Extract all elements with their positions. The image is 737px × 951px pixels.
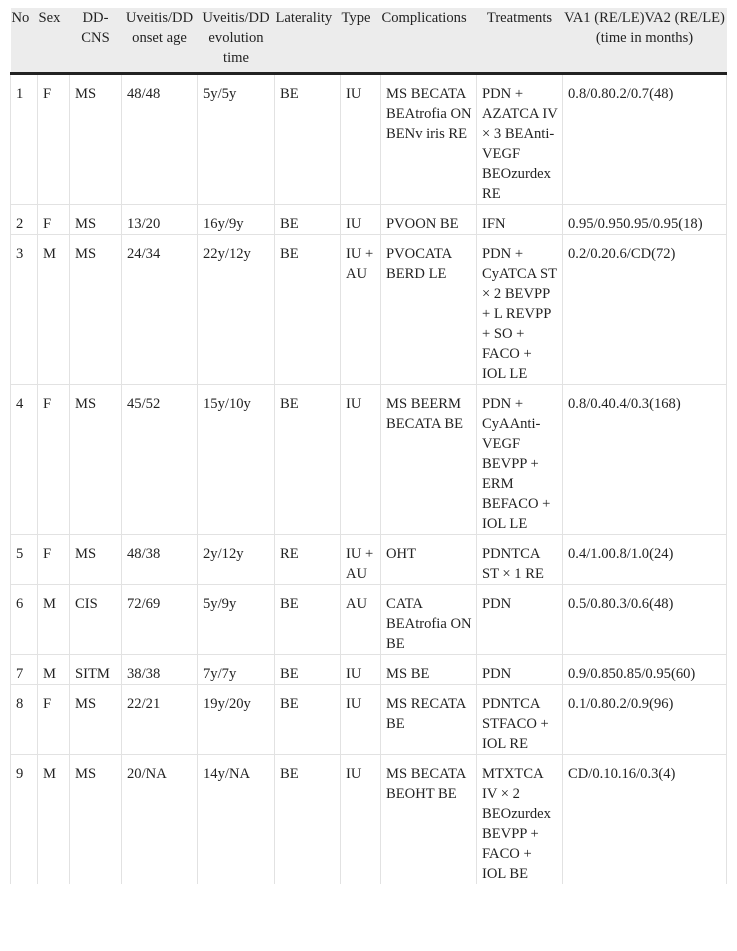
cell-onset: 48/48	[122, 74, 198, 205]
cell-onset: 20/NA	[122, 755, 198, 885]
cell-dd: MS	[70, 235, 122, 385]
cell-treatments: PDN + CyAAnti-VEGF BEVPP + ERM BEFACO + IOL LE	[477, 385, 563, 535]
cell-laterality: BE	[275, 205, 341, 235]
cell-va: 0.1/0.80.2/0.9(96)	[563, 685, 727, 755]
cell-no: 5	[11, 535, 38, 585]
cell-laterality: BE	[275, 585, 341, 655]
header-dd-cns: DD-CNS	[70, 8, 122, 74]
cell-evolution: 16y/9y	[198, 205, 275, 235]
cell-complications: CATA BEAtrofia ON BE	[381, 585, 477, 655]
header-evolution-time: Uveitis/DD evolution time	[198, 8, 275, 74]
cell-va: 0.4/1.00.8/1.0(24)	[563, 535, 727, 585]
cell-type: IU	[341, 74, 381, 205]
cell-treatments: PDN + CyATCA ST × 2 BEVPP + L REVPP + SO + FACO + IOL LE	[477, 235, 563, 385]
cell-evolution: 14y/NA	[198, 755, 275, 885]
cell-laterality: BE	[275, 755, 341, 885]
cell-type: IU	[341, 655, 381, 685]
cell-sex: M	[38, 235, 70, 385]
cell-laterality: BE	[275, 655, 341, 685]
cell-evolution: 5y/9y	[198, 585, 275, 655]
cell-no: 2	[11, 205, 38, 235]
cell-sex: F	[38, 205, 70, 235]
cell-no: 4	[11, 385, 38, 535]
cell-type: IU	[341, 755, 381, 885]
cell-treatments: MTXTCA IV × 2 BEOzurdex BEVPP + FACO + IOL BE	[477, 755, 563, 885]
table-row	[11, 74, 727, 205]
cell-complications: PVOON BE	[381, 205, 477, 235]
cell-sex: F	[38, 385, 70, 535]
cell-dd: CIS	[70, 585, 122, 655]
cell-complications: MS RECATA BE	[381, 685, 477, 755]
header-no: No	[11, 8, 38, 74]
cell-evolution: 5y/5y	[198, 74, 275, 205]
cell-treatments: PDN	[477, 655, 563, 685]
cell-treatments: IFN	[477, 205, 563, 235]
cell-laterality: BE	[275, 385, 341, 535]
cell-laterality: BE	[275, 74, 341, 205]
uveitis-table-container	[10, 8, 726, 884]
header-onset-age: Uveitis/DD onset age	[122, 8, 198, 74]
cell-type: IU	[341, 205, 381, 235]
cell-onset: 24/34	[122, 235, 198, 385]
cell-va: 0.2/0.20.6/CD(72)	[563, 235, 727, 385]
cell-evolution: 22y/12y	[198, 235, 275, 385]
cell-dd: MS	[70, 535, 122, 585]
header-laterality: Laterality	[275, 8, 341, 74]
cell-onset: 72/69	[122, 585, 198, 655]
table-row	[11, 205, 727, 235]
cell-va: 0.95/0.950.95/0.95(18)	[563, 205, 727, 235]
cell-dd: MS	[70, 385, 122, 535]
cell-va: CD/0.10.16/0.3(4)	[563, 755, 727, 885]
cell-no: 6	[11, 585, 38, 655]
cell-treatments: PDN	[477, 585, 563, 655]
cell-onset: 22/21	[122, 685, 198, 755]
table-row	[11, 535, 727, 585]
cell-complications: MS BEERM BECATA BE	[381, 385, 477, 535]
header-type: Type	[341, 8, 381, 74]
cell-onset: 38/38	[122, 655, 198, 685]
table-row	[11, 655, 727, 685]
table-row	[11, 585, 727, 655]
cell-no: 9	[11, 755, 38, 885]
cell-type: IU + AU	[341, 535, 381, 585]
header-sex: Sex	[38, 8, 70, 74]
cell-type: IU + AU	[341, 235, 381, 385]
table-header	[11, 8, 727, 74]
table-body	[11, 74, 727, 885]
cell-sex: F	[38, 535, 70, 585]
cell-dd: MS	[70, 755, 122, 885]
cell-laterality: BE	[275, 235, 341, 385]
cell-evolution: 7y/7y	[198, 655, 275, 685]
cell-sex: M	[38, 755, 70, 885]
cell-laterality: RE	[275, 535, 341, 585]
cell-type: IU	[341, 685, 381, 755]
table-row	[11, 235, 727, 385]
cell-no: 1	[11, 74, 38, 205]
cell-evolution: 15y/10y	[198, 385, 275, 535]
cell-sex: F	[38, 74, 70, 205]
cell-va: 0.8/0.80.2/0.7(48)	[563, 74, 727, 205]
cell-sex: M	[38, 655, 70, 685]
header-treatments: Treatments	[477, 8, 563, 74]
uveitis-demyelinating-table	[10, 8, 727, 884]
header-row	[11, 8, 727, 74]
cell-treatments: PDNTCA ST × 1 RE	[477, 535, 563, 585]
cell-treatments: PDN + AZATCA IV × 3 BEAnti-VEGF BEOzurdex RE	[477, 74, 563, 205]
cell-evolution: 2y/12y	[198, 535, 275, 585]
cell-complications: MS BECATA BEAtrofia ON BENv iris RE	[381, 74, 477, 205]
cell-no: 7	[11, 655, 38, 685]
cell-type: IU	[341, 385, 381, 535]
cell-no: 8	[11, 685, 38, 755]
cell-type: AU	[341, 585, 381, 655]
cell-complications: PVOCATA BERD LE	[381, 235, 477, 385]
header-complications: Complications	[381, 8, 477, 74]
table-row	[11, 385, 727, 535]
header-visual-acuity: VA1 (RE/LE)VA2 (RE/LE)(time in months)	[563, 8, 727, 74]
cell-sex: F	[38, 685, 70, 755]
cell-dd: MS	[70, 685, 122, 755]
cell-evolution: 19y/20y	[198, 685, 275, 755]
cell-dd: SITM	[70, 655, 122, 685]
cell-va: 0.9/0.850.85/0.95(60)	[563, 655, 727, 685]
cell-dd: MS	[70, 74, 122, 205]
cell-onset: 13/20	[122, 205, 198, 235]
cell-sex: M	[38, 585, 70, 655]
cell-laterality: BE	[275, 685, 341, 755]
table-row	[11, 685, 727, 755]
cell-va: 0.8/0.40.4/0.3(168)	[563, 385, 727, 535]
cell-treatments: PDNTCA STFACO + IOL RE	[477, 685, 563, 755]
table-row	[11, 755, 727, 885]
cell-onset: 48/38	[122, 535, 198, 585]
cell-complications: MS BE	[381, 655, 477, 685]
cell-va: 0.5/0.80.3/0.6(48)	[563, 585, 727, 655]
cell-no: 3	[11, 235, 38, 385]
cell-dd: MS	[70, 205, 122, 235]
cell-onset: 45/52	[122, 385, 198, 535]
cell-complications: OHT	[381, 535, 477, 585]
cell-complications: MS BECATA BEOHT BE	[381, 755, 477, 885]
